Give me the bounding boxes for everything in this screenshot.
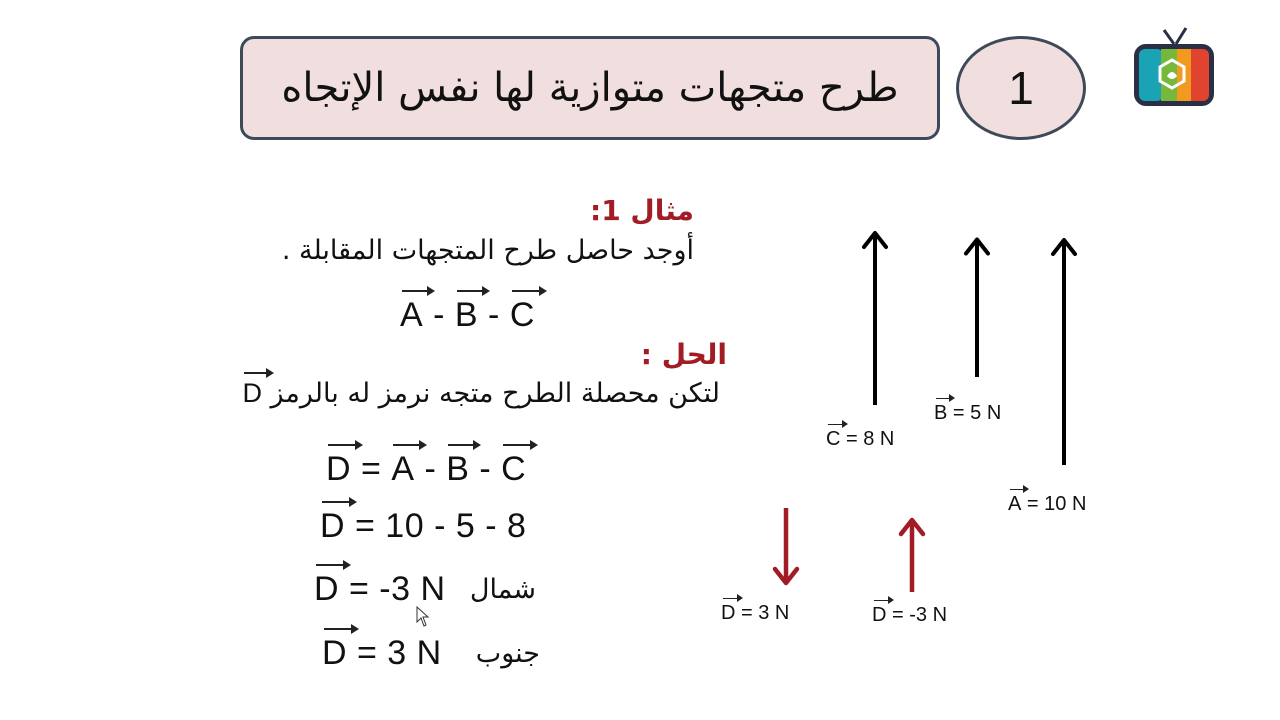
vector-arrow-d-down	[775, 508, 797, 583]
vector-arrowhead	[1053, 240, 1075, 254]
example-question: أوجد حاصل طرح المتجهات المقابلة .	[281, 235, 694, 266]
vector-c-symbol: C	[501, 450, 527, 488]
minus-sign: -	[423, 296, 455, 334]
solution-line-3-value: = -3 N	[339, 570, 446, 608]
direction-north-label: شمال	[469, 574, 536, 605]
vector-a-label	[1008, 493, 1086, 516]
solution-line-3	[314, 570, 446, 609]
vector-arrow-a-up	[1053, 240, 1075, 465]
vector-a-label-symbol: A	[1008, 493, 1022, 515]
equals-sign: =	[351, 450, 392, 488]
mouse-pointer-icon	[416, 606, 430, 628]
vector-c-label-value: = 8 N	[840, 428, 895, 450]
vector-b-label-symbol: B	[934, 402, 948, 424]
vector-arrow-d-up	[901, 520, 923, 592]
vector-arrowhead	[864, 233, 886, 247]
vector-a-label-value: = 10 N	[1021, 493, 1087, 515]
vector-b-label-value: = 5 N	[947, 402, 1002, 424]
vector-arrowhead	[901, 520, 923, 534]
lesson-title: طرح متجهات متوازية لها نفس الإتجاه	[281, 65, 899, 111]
vector-c-symbol: C	[509, 296, 535, 334]
lesson-title-box	[240, 36, 940, 140]
direction-south-label: جنوب	[475, 638, 540, 669]
vector-d-label-symbol: D	[721, 602, 736, 624]
solution-line-2-value: = 10 - 5 - 8	[345, 507, 527, 545]
vector-b-symbol: B	[454, 296, 479, 334]
tv-logo-icon	[1130, 26, 1218, 110]
lesson-number: 1	[1008, 62, 1034, 114]
edge-fragment	[1270, 80, 1280, 104]
example-heading: مثال 1:	[589, 194, 694, 227]
vector-d-north-label	[872, 604, 947, 627]
vector-d-label-symbol: D	[872, 604, 887, 626]
vector-d-label-value: = 3 N	[735, 602, 790, 624]
lesson-number-badge	[956, 36, 1086, 140]
solution-line-2	[320, 507, 526, 546]
vector-d-symbol: D	[314, 570, 340, 608]
minus-sign: -	[414, 450, 447, 488]
vector-d-label-value: = -3 N	[886, 604, 948, 626]
vector-d-symbol: D	[322, 634, 348, 672]
solution-intro	[242, 378, 720, 409]
vector-c-label	[826, 428, 894, 451]
vector-d-symbol: D	[320, 507, 346, 545]
minus-sign: -	[469, 450, 502, 488]
solution-heading: الحل :	[640, 338, 727, 371]
vector-c-label-symbol: C	[826, 428, 841, 450]
vector-a-symbol: A	[391, 450, 415, 488]
minus-sign: -	[478, 296, 510, 334]
example-expression	[400, 296, 535, 335]
vector-a-symbol: A	[400, 296, 424, 334]
vector-b-label	[934, 402, 1001, 425]
solution-line-4	[322, 634, 442, 673]
vector-b-symbol: B	[446, 450, 470, 488]
solution-line-4-value: = 3 N	[347, 634, 442, 672]
vector-arrowhead	[775, 569, 797, 583]
vector-arrow-c-up	[864, 233, 886, 405]
vector-arrow-b-up	[966, 240, 988, 378]
vector-arrowhead	[966, 240, 988, 254]
solution-intro-symbol: D	[242, 378, 262, 408]
vector-d-symbol: D	[326, 450, 352, 488]
vector-d-south-label	[721, 602, 789, 625]
solution-intro-text: لتكن محصلة الطرح متجه نرمز له بالرمز	[270, 378, 720, 409]
solution-line-1	[326, 450, 526, 489]
